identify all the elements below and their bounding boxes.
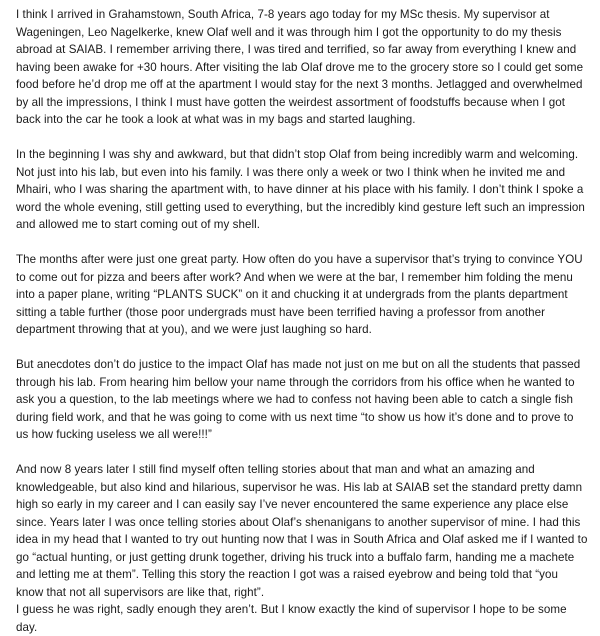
paragraph-welcome: In the beginning I was shy and awkward, but that didn’t stop Olaf from being incredibly warm and welcoming. Not just into his lab, but even into his family. I was there only a week or two I think when he invited me and Mhairi, who I was sharing the apartment with, to have dinner at his place with his family. I don’t think I spoke a word the whole evening, still getting used to everything, but the incredibly kind gesture left such an impression and allowed me to start coming out of my shell. [16, 148, 585, 231]
paragraph-party: The months after were just one great party. How often do you have a supervisor that’s trying to convince YOU to come out for pizza and beers after work? And when we were at the bar, I remember him folding the menu into a paper plane, writing “PLANTS SUCK” on it and chucking it at undergrads from the plants department sitting a table further (those poor undergrads must have been terrified having a professor from another department throwing that at you), and we were just laughing so hard. [16, 253, 583, 336]
paragraph-arrival: I think I arrived in Grahamstown, South Africa, 7-8 years ago today for my MSc thesis. My supervisor at Wageningen, Leo Nagelkerke, knew Olaf well and it was through him I got the opportunity to do my thesis abroad at SAIAB. I remember arriving there, I was tired and terrified, so far away from everything I knew and having been awake for +30 hours. After visiting the lab Olaf drove me to the grocery store so I could get some food before he’d drop me off at the apartment I would stay for the next 3 months. Jetlagged and overwhelmed by all the impressions, I think I must have gotten the weirdest assortment of foodstuffs because when I got back into the car he took a look at what was in my bags and started laughing. [16, 8, 584, 126]
document-body [16, 6, 588, 636]
paragraph-impact: But anecdotes don’t do justice to the impact Olaf has made not just on me but on all the students that passed through his lab. From hearing him bellow your name through the corridors from his office when he wanted to ask you a question, to the lab meetings where we had to confess not having been able to catch a single fish during field work, and that he was going to come with us next time “to show us how it’s done and to prove to us how fucking useless we all were!!!” [16, 358, 581, 441]
paragraph-years-later: And now 8 years later I still find myself often telling stories about that man and what an amazing and knowledgeable, but also kind and hilarious, supervisor he was. His lab at SAIAB set the standard pretty damn high so early in my career and I can easily say I’ve never encountered the same experience any place else since. Years later I was once telling stories about Olaf’s shenanigans to another supervisor of mine. I had this idea in my head that I wanted to try out hunting now that I was in South Africa and Olaf asked me if I wanted to go “actual hunting, or just getting drunk together, driving his truck into a buffalo farm, handing me a machete and letting me at them”. Telling this story the reaction I got was a raised eyebrow and being told that “you know that not all supervisors are like that, right”. [16, 463, 588, 599]
paragraph-closing: I guess he was right, sadly enough they aren’t. But I know exactly the kind of supervisor I hope to be some day. [16, 603, 567, 634]
